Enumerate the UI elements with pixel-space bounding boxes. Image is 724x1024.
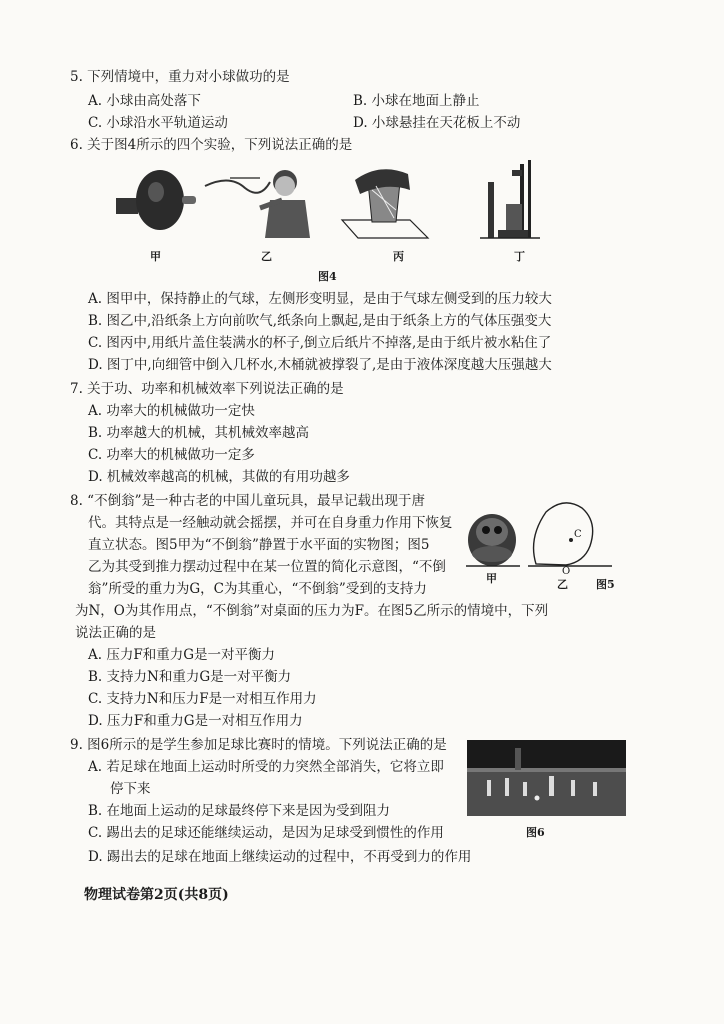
q6-option-c: C. 图丙中,用纸片盖住装满水的杯子,倒立后纸片不掉落,是由于纸片被水粘住了 xyxy=(88,335,552,351)
figure-5-caption: 图5 xyxy=(596,578,615,591)
balloon-figure xyxy=(116,170,196,230)
q5-stem: 5. 下列情境中，重力对小球做功的是 xyxy=(70,69,290,85)
q9-option-a-line-2: 停下来 xyxy=(110,781,151,797)
page-footer: 物理试卷第2页(共8页) xyxy=(84,887,229,903)
tumbler-diagram xyxy=(534,503,593,565)
q6-option-d: D. 图丁中,向细管中倒入几杯水,木桶就被撑裂了,是由于液体深度越大压强越大 xyxy=(88,357,552,373)
boy-blowing-figure xyxy=(205,170,310,238)
figure-6-caption: 图6 xyxy=(526,826,545,839)
q8-option-c: C. 支持力N和压力F是一对相互作用力 xyxy=(88,691,317,707)
q6-option-b: B. 图乙中,沿纸条上方向前吹气,纸条向上飘起,是由于纸条上方的气体压强变大 xyxy=(88,313,552,329)
figure-4-label-jia: 甲 xyxy=(150,250,161,263)
q9-option-a-line-1: A. 若足球在地面上运动时所受的力突然全部消失，它将立即 xyxy=(88,759,444,775)
q8-stem-line-5: 翁”所受的重力为G，C为其重心，“不倒翁”受到的支持力 xyxy=(88,581,427,597)
figure-5-point-o-label: O xyxy=(562,566,571,577)
figure-5-illustration xyxy=(466,498,616,570)
figure-4-label-ding: 丁 xyxy=(514,250,525,263)
figure-6-football-photo xyxy=(467,740,626,816)
tumbler-toy-photo xyxy=(468,514,516,566)
figure-4-illustrations xyxy=(110,160,560,242)
figure-4-caption: 图4 xyxy=(318,270,337,283)
q9-stem: 9. 图6所示的是学生参加足球比赛时的情境。下列说法正确的是 xyxy=(70,737,447,753)
q6-stem: 6. 关于图4所示的四个实验，下列说法正确的是 xyxy=(70,137,353,153)
q8-stem-line-4: 乙为其受到推力摆动过程中在某一位置的简化示意图，“不倒 xyxy=(88,559,446,575)
figure-5-point-c-label: C xyxy=(574,529,582,540)
q8-stem-line-7: 说法正确的是 xyxy=(75,625,156,641)
figure-4-label-yi: 乙 xyxy=(261,250,272,263)
q7-option-a: A. 功率大的机械做功一定快 xyxy=(88,403,255,419)
center-of-gravity-point xyxy=(569,538,573,542)
figure-5-label-yi: 乙 xyxy=(557,578,568,591)
figure-4-label-bing: 丙 xyxy=(393,250,404,263)
q5-option-d: D. 小球悬挂在天花板上不动 xyxy=(353,115,521,131)
barrel-tube-figure xyxy=(480,160,540,238)
q7-option-d: D. 机械效率越高的机械，其做的有用功越多 xyxy=(88,469,350,485)
q8-option-b: B. 支持力N和重力G是一对平衡力 xyxy=(88,669,292,685)
cup-paper-figure xyxy=(342,169,428,238)
q5-option-a: A. 小球由高处落下 xyxy=(88,93,201,109)
q8-stem-line-1: 8. “不倒翁”是一种古老的中国儿童玩具，最早记载出现于唐 xyxy=(70,493,425,509)
q8-stem-line-2: 代。其特点是一经触动就会摇摆，并可在自身重力作用下恢复 xyxy=(88,515,453,531)
q8-option-a: A. 压力F和重力G是一对平衡力 xyxy=(88,647,275,663)
q7-option-c: C. 功率大的机械做功一定多 xyxy=(88,447,255,463)
q6-option-a: A. 图甲中，保持静止的气球，左侧形变明显，是由于气球左侧受到的压力较大 xyxy=(88,291,552,307)
q8-stem-line-6: 为N，O为其作用点，“不倒翁”对桌面的压力为F。在图5乙所示的情境中，下列 xyxy=(75,603,549,619)
figure-5-label-jia: 甲 xyxy=(486,572,497,585)
q7-stem: 7. 关于功、功率和机械效率下列说法正确的是 xyxy=(70,381,344,397)
q7-option-b: B. 功率越大的机械，其机械效率越高 xyxy=(88,425,310,441)
q9-option-b: B. 在地面上运动的足球最终停下来是因为受到阻力 xyxy=(88,803,391,819)
q5-option-b: B. 小球在地面上静止 xyxy=(353,93,480,109)
q8-stem-line-3: 直立状态。图5甲为“不倒翁”静置于水平面的实物图；图5 xyxy=(88,537,430,553)
q9-option-c: C. 踢出去的足球还能继续运动，是因为足球受到惯性的作用 xyxy=(88,825,444,841)
q9-option-d: D. 踢出去的足球在地面上继续运动的过程中，不再受到力的作用 xyxy=(88,849,472,865)
q5-option-c: C. 小球沿水平轨道运动 xyxy=(88,115,228,131)
q8-option-d: D. 压力F和重力G是一对相互作用力 xyxy=(88,713,303,729)
